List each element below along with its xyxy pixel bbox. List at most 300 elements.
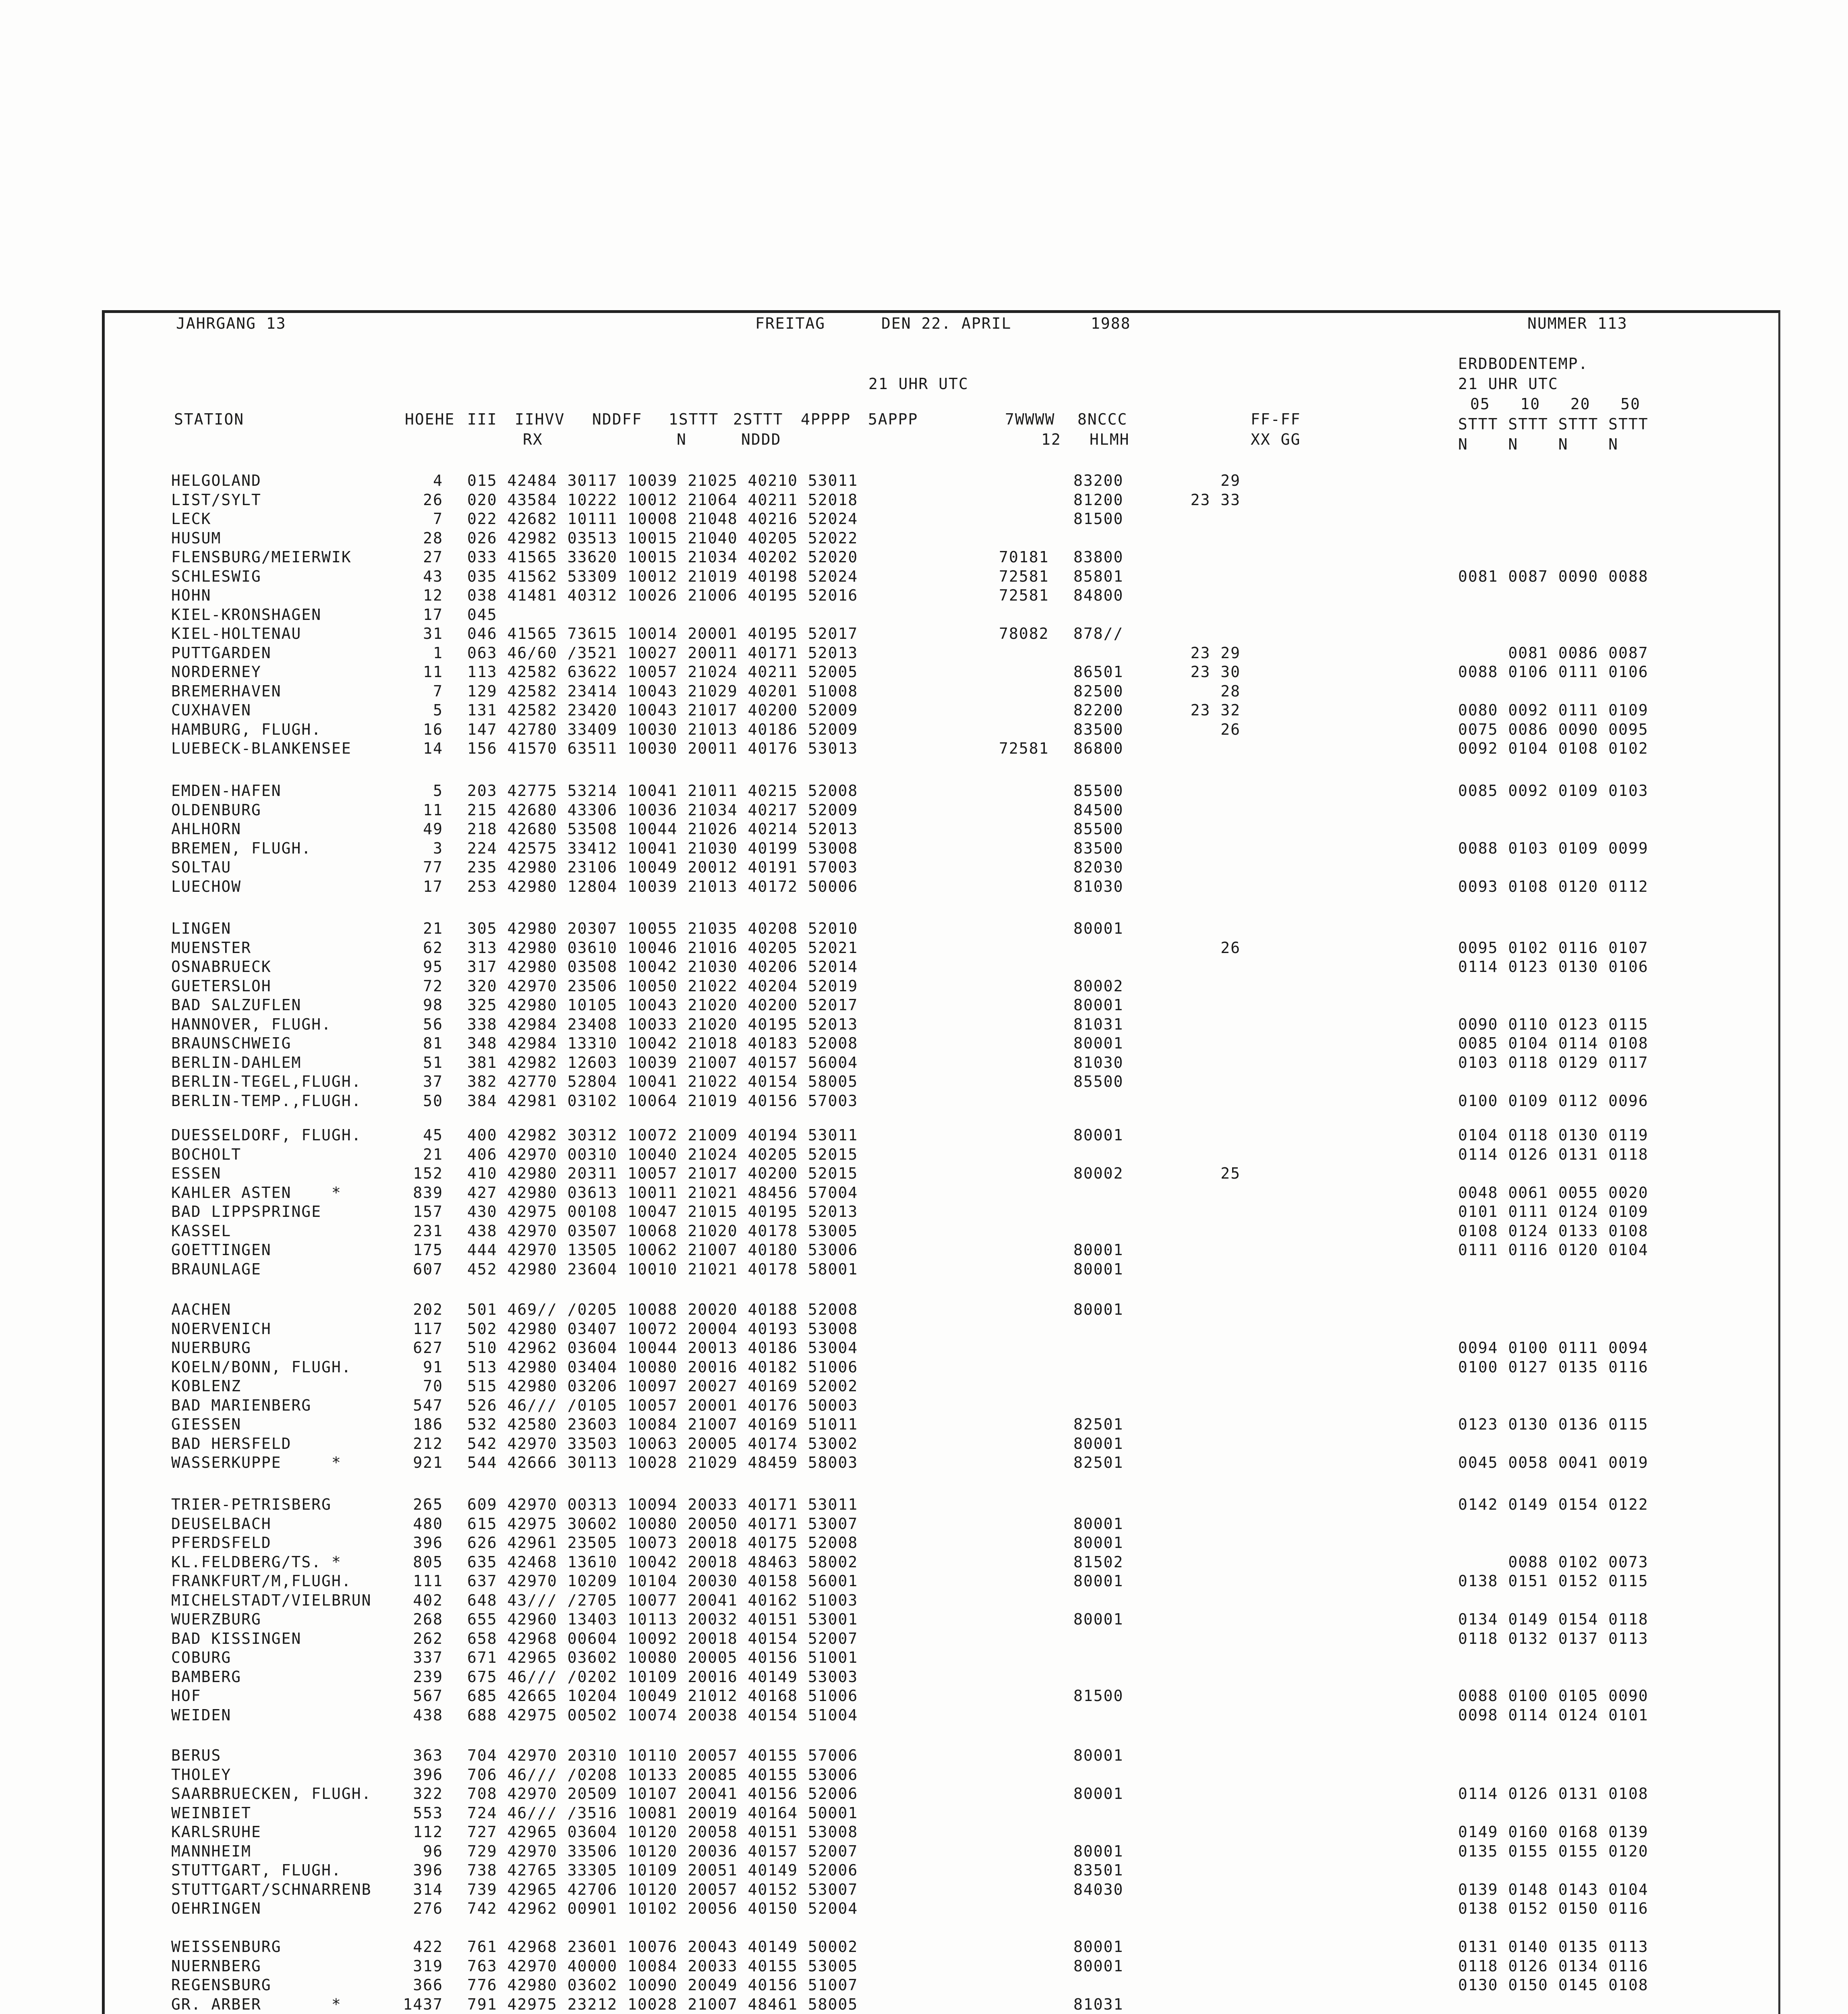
elevation: 11: [423, 801, 443, 819]
soil-temps: 0114 0123 0130 0106: [1458, 958, 1649, 976]
elevation: 202: [413, 1301, 443, 1318]
cloud-group: 82500: [1073, 682, 1124, 700]
elevation: 16: [423, 720, 443, 738]
elevation: 7: [433, 682, 443, 700]
elevation: 77: [423, 858, 443, 876]
synop-groups: 156 41570 63511 10030 20011 40176 53013: [467, 740, 858, 757]
table-row: [0, 1610, 1848, 1629]
elevation: 81: [423, 1034, 443, 1052]
station-name: HANNOVER, FLUGH.: [171, 1015, 332, 1033]
station-name: LECK: [171, 510, 211, 528]
col-8nccc: 8NCCC: [1077, 410, 1128, 428]
table-row: [0, 548, 1848, 566]
soil-temps: 0088 0103 0109 0099: [1458, 839, 1649, 857]
cloud-group: 81200: [1073, 491, 1124, 509]
table-row: [0, 701, 1848, 719]
synop-groups: 015 42484 30117 10039 21025 40210 53011: [467, 472, 858, 489]
station-name: KIEL-KRONSHAGEN: [171, 605, 322, 624]
table-row: [0, 1339, 1848, 1357]
soil-temps: 0118 0132 0137 0113: [1458, 1629, 1649, 1647]
table-row: [0, 858, 1848, 876]
elevation: 21: [423, 1145, 443, 1163]
station-name: EMDEN-HAFEN: [171, 782, 282, 800]
synop-groups: 410 42980 20311 10057 21017 40200 52015: [467, 1164, 858, 1182]
cloud-group: 86501: [1073, 663, 1124, 681]
station-name: SAARBRUECKEN, FLUGH.: [171, 1785, 372, 1803]
soil-temps: 0092 0104 0108 0102: [1458, 740, 1649, 757]
table-row: [0, 977, 1848, 995]
present-weather: 78082: [999, 625, 1049, 642]
col-2sttt-sub: NDDD: [741, 431, 781, 448]
elevation: 43: [423, 567, 443, 585]
synop-groups: 675 46/// /0202 10109 20016 40149 53003: [467, 1668, 858, 1686]
table-row: [0, 1358, 1848, 1376]
station-name: MICHELSTADT/VIELBRUN: [171, 1591, 372, 1609]
station-name: HUSUM: [171, 529, 222, 547]
soil-temps: 0118 0126 0134 0116: [1458, 1957, 1649, 1975]
cloud-group: 85801: [1073, 567, 1124, 585]
elevation: 95: [423, 958, 443, 976]
elevation: 175: [413, 1241, 443, 1259]
synop-groups: 655 42960 13403 10113 20032 40151 53001: [467, 1610, 858, 1628]
synop-groups: 215 42680 43306 10036 21034 40217 52009: [467, 801, 858, 819]
elevation: 157: [413, 1203, 443, 1220]
cloud-group: 84800: [1073, 586, 1124, 604]
observation-time: 21 UHR UTC: [868, 375, 969, 393]
elevation: 31: [423, 625, 443, 642]
synop-groups: 384 42981 03102 10064 21019 40156 57003: [467, 1092, 858, 1110]
wind-gusts: 23 29: [1190, 644, 1241, 662]
elevation: 111: [413, 1572, 443, 1590]
station-name: PUTTGARDEN: [171, 644, 271, 662]
synop-groups: 688 42975 00502 10074 20038 40154 51004: [467, 1706, 858, 1724]
synop-groups: 026 42982 03513 10015 21040 40205 52022: [467, 529, 858, 547]
synop-groups: 708 42970 20509 10107 20041 40156 52006: [467, 1785, 858, 1803]
station-name: MUENSTER: [171, 939, 252, 957]
table-row: [0, 1976, 1848, 1994]
soil-temps: 0108 0124 0133 0108: [1458, 1222, 1649, 1240]
soil-temps: 0104 0118 0130 0119: [1458, 1126, 1649, 1144]
cloud-group: 80001: [1073, 1938, 1124, 1956]
station-name: LINGEN: [171, 920, 232, 937]
elevation: 402: [413, 1591, 443, 1609]
station-name: BAMBERG: [171, 1668, 242, 1686]
col-8nccc-sub: HLMH: [1090, 431, 1130, 448]
elevation: 268: [413, 1610, 443, 1628]
synop-groups: 739 42965 42706 10120 20057 40152 53007: [467, 1880, 858, 1898]
station-name: WUERZBURG: [171, 1610, 261, 1628]
station-name: KOBLENZ: [171, 1377, 242, 1395]
col-nddff: NDDFF: [592, 410, 642, 428]
synop-groups: 501 469// /0205 10088 20020 40188 52008: [467, 1301, 858, 1318]
table-row: [0, 1183, 1848, 1202]
col-5appp: 5APPP: [868, 410, 918, 428]
table-row: [0, 529, 1848, 547]
cloud-group: 80002: [1073, 1164, 1124, 1182]
cloud-group: 80001: [1073, 1126, 1124, 1144]
cloud-group: 81030: [1073, 1053, 1124, 1071]
station-name: OEHRINGEN: [171, 1900, 261, 1917]
cloud-group: 85500: [1073, 820, 1124, 838]
soil-temps: 0090 0110 0123 0115: [1458, 1015, 1649, 1033]
cloud-group: 83500: [1073, 839, 1124, 857]
synop-groups: 729 42970 33506 10120 20036 40157 52007: [467, 1842, 858, 1860]
weekday-label: FREITAG: [755, 315, 826, 332]
soil-temps: 0139 0148 0143 0104: [1458, 1880, 1649, 1898]
soil-temps: 0114 0126 0131 0118: [1458, 1145, 1649, 1163]
date-label: DEN 22. APRIL: [881, 315, 1012, 332]
synop-groups: 502 42980 03407 10072 20004 40193 53008: [467, 1320, 858, 1338]
soil-temps: 0103 0118 0129 0117: [1458, 1053, 1649, 1071]
table-row: [0, 510, 1848, 528]
soil-temp-time: 21 UHR UTC: [1458, 375, 1558, 393]
elevation: 91: [423, 1358, 443, 1376]
station-name: BERLIN-TEMP.,FLUGH.: [171, 1092, 362, 1110]
soil-temps: 0111 0116 0120 0104: [1458, 1241, 1649, 1259]
elevation: 17: [423, 877, 443, 895]
table-row: [0, 1241, 1848, 1259]
wind-gusts: 28: [1220, 682, 1241, 700]
wind-gusts: 23 32: [1190, 701, 1241, 719]
cloud-group: 80001: [1073, 1241, 1124, 1259]
elevation: 11: [423, 663, 443, 681]
cloud-group: 80001: [1073, 1842, 1124, 1860]
cloud-group: 81500: [1073, 1687, 1124, 1705]
table-row: [0, 1746, 1848, 1765]
soil-temps: 0045 0058 0041 0019: [1458, 1454, 1649, 1471]
table-row: [0, 471, 1848, 490]
soil-temps: 0085 0092 0109 0103: [1458, 782, 1649, 800]
cloud-group: 80002: [1073, 977, 1124, 995]
synop-groups: 224 42575 33412 10041 21030 40199 53008: [467, 839, 858, 857]
table-row: [0, 720, 1848, 739]
synop-groups: 671 42965 03602 10080 20005 40156 51001: [467, 1649, 858, 1666]
elevation: 363: [413, 1747, 443, 1764]
elevation: 553: [413, 1804, 443, 1822]
table-row: [0, 1861, 1848, 1879]
synop-groups: 129 42582 23414 10043 21029 40201 51008: [467, 682, 858, 700]
synop-groups: 515 42980 03206 10097 20027 40169 52002: [467, 1377, 858, 1395]
station-name: BAD KISSINGEN: [171, 1629, 302, 1647]
elevation: 337: [413, 1649, 443, 1666]
station-name: LUEBECK-BLANKENSEE: [171, 740, 352, 757]
table-row: [0, 1377, 1848, 1395]
table-row: [0, 1648, 1848, 1667]
col-iii: III: [467, 410, 497, 428]
col-2sttt: 2STTT: [733, 410, 783, 428]
station-name: STUTTGART/SCHNARRENB: [171, 1880, 372, 1898]
col-station: STATION: [174, 410, 244, 428]
table-row: [0, 919, 1848, 938]
soil-temps: 0075 0086 0090 0095: [1458, 720, 1649, 738]
present-weather: 70181: [999, 548, 1049, 566]
station-name: BAD LIPPSPRINGE: [171, 1203, 322, 1220]
elevation: 396: [413, 1765, 443, 1784]
elevation: 567: [413, 1687, 443, 1705]
table-row: [0, 682, 1848, 700]
wind-gusts: 25: [1220, 1164, 1241, 1182]
table-row: [0, 1995, 1848, 2014]
synop-groups: 406 42970 00310 10040 21024 40205 52015: [467, 1145, 858, 1163]
elevation: 70: [423, 1377, 443, 1395]
cloud-group: 878//: [1073, 625, 1124, 642]
synop-groups: 738 42765 33305 10109 20051 40149 52006: [467, 1861, 858, 1879]
col-ff-sub: XX GG: [1251, 431, 1301, 448]
soil-temps: 0138 0152 0150 0116: [1458, 1900, 1649, 1917]
table-row: [0, 1034, 1848, 1053]
table-row: [0, 1515, 1848, 1533]
table-row: [0, 820, 1848, 838]
synop-groups: 704 42970 20310 10110 20057 40155 57006: [467, 1747, 858, 1764]
elevation: 322: [413, 1785, 443, 1803]
station-name: ESSEN: [171, 1164, 222, 1182]
station-name: WEIDEN: [171, 1706, 232, 1724]
elevation: 3: [433, 839, 443, 857]
cloud-group: 84030: [1073, 1880, 1124, 1898]
soil-depths: 05 10 20 50: [1470, 395, 1641, 413]
station-name: KASSEL: [171, 1222, 232, 1240]
table-row: [0, 624, 1848, 643]
elevation: 480: [413, 1515, 443, 1533]
cloud-group: 82030: [1073, 858, 1124, 876]
elevation: 98: [423, 996, 443, 1014]
station-name: BERLIN-TEGEL,FLUGH.: [171, 1073, 362, 1090]
elevation: 5: [433, 782, 443, 800]
synop-groups: 022 42682 10111 10008 21048 40216 52024: [467, 510, 858, 528]
synop-groups: 400 42982 30312 10072 21009 40194 53011: [467, 1126, 858, 1144]
cloud-group: 80001: [1073, 1515, 1124, 1533]
elevation: 839: [413, 1183, 443, 1202]
synop-groups: 452 42980 23604 10010 21021 40178 58001: [467, 1260, 858, 1278]
table-row: [0, 1202, 1848, 1221]
soil-temps: 0095 0102 0116 0107: [1458, 939, 1649, 957]
synop-groups: 444 42970 13505 10062 21007 40180 53006: [467, 1241, 858, 1259]
station-name: OLDENBURG: [171, 801, 261, 819]
elevation: 51: [423, 1053, 443, 1071]
elevation: 37: [423, 1073, 443, 1090]
station-name: KOELN/BONN, FLUGH.: [171, 1358, 352, 1376]
present-weather: 72581: [999, 586, 1049, 604]
station-name: NUERNBERG: [171, 1957, 261, 1975]
synop-groups: 706 46/// /0208 10133 20085 40155 53006: [467, 1765, 858, 1784]
station-name: BOCHOLT: [171, 1145, 242, 1163]
present-weather: 72581: [999, 567, 1049, 585]
synop-groups: 046 41565 73615 10014 20001 40195 52017: [467, 625, 858, 642]
cloud-group: 80001: [1073, 1957, 1124, 1975]
elevation: 112: [413, 1823, 443, 1841]
elevation: 72: [423, 977, 443, 995]
station-name: AACHEN: [171, 1301, 232, 1318]
station-name: WASSERKUPPE *: [171, 1454, 342, 1471]
cloud-group: 80001: [1073, 1534, 1124, 1552]
cloud-group: 81031: [1073, 1995, 1124, 2013]
soil-temps: 0134 0149 0154 0118: [1458, 1610, 1649, 1628]
station-name: OSNABRUECK: [171, 958, 271, 976]
station-name: COBURG: [171, 1649, 232, 1666]
synop-groups: 532 42580 23603 10084 21007 40169 51011: [467, 1415, 858, 1433]
table-row: [0, 839, 1848, 858]
elevation: 396: [413, 1861, 443, 1879]
station-name: DUESSELDORF, FLUGH.: [171, 1126, 362, 1144]
table-row: [0, 1572, 1848, 1590]
table-row: [0, 1629, 1848, 1648]
elevation: 921: [413, 1454, 443, 1471]
soil-temps: 0048 0061 0055 0020: [1458, 1183, 1649, 1202]
elevation: 366: [413, 1976, 443, 1994]
synop-groups: 648 43/// /2705 10077 20041 40162 51003: [467, 1591, 858, 1609]
col-1sttt: 1STTT: [669, 410, 719, 428]
station-name: BERUS: [171, 1747, 222, 1764]
elevation: 27: [423, 548, 443, 566]
elevation: 17: [423, 605, 443, 624]
elevation: 5: [433, 701, 443, 719]
synop-groups: 063 46/60 /3521 10027 20011 40171 52013: [467, 644, 858, 662]
table-row: [0, 644, 1848, 662]
cloud-group: 80001: [1073, 1260, 1124, 1278]
station-name: HAMBURG, FLUGH.: [171, 720, 322, 738]
table-row: [0, 1300, 1848, 1319]
station-name: CUXHAVEN: [171, 701, 252, 719]
station-name: NOERVENICH: [171, 1320, 271, 1338]
soil-temps: 0130 0150 0145 0108: [1458, 1976, 1649, 1994]
synop-groups: 305 42980 20307 10055 21035 40208 52010: [467, 920, 858, 937]
elevation: 45: [423, 1126, 443, 1144]
station-name: SCHLESWIG: [171, 567, 261, 585]
year-label: 1988: [1091, 315, 1131, 332]
cloud-group: 80001: [1073, 1785, 1124, 1803]
synop-groups: 218 42680 53508 10044 21026 40214 52013: [467, 820, 858, 838]
synop-groups: 020 43584 10222 10012 21064 40211 52018: [467, 491, 858, 509]
synop-groups: 626 42961 23505 10073 20018 40175 52008: [467, 1534, 858, 1552]
cloud-group: 81502: [1073, 1553, 1124, 1571]
table-row: [0, 1687, 1848, 1705]
table-row: [0, 1072, 1848, 1091]
station-name: BAD SALZUFLEN: [171, 996, 302, 1014]
table-row: [0, 1591, 1848, 1610]
station-name: KL.FELDBERG/TS. *: [171, 1553, 342, 1571]
soil-temps: 0094 0100 0111 0094: [1458, 1339, 1649, 1357]
station-name: BAD HERSFELD: [171, 1434, 292, 1452]
station-name: HOF: [171, 1687, 201, 1705]
elevation: 262: [413, 1629, 443, 1647]
elevation: 7: [433, 510, 443, 528]
elevation: 56: [423, 1015, 443, 1033]
col-4pppp: 4PPPP: [801, 410, 851, 428]
elevation: 12: [423, 586, 443, 604]
elevation: 117: [413, 1320, 443, 1338]
synop-groups: 513 42980 03404 10080 20016 40182 51006: [467, 1358, 858, 1376]
table-row: [0, 1320, 1848, 1338]
table-row: [0, 605, 1848, 624]
table-row: [0, 1823, 1848, 1841]
table-row: [0, 877, 1848, 896]
cloud-group: 81500: [1073, 510, 1124, 528]
elevation: 231: [413, 1222, 443, 1240]
synop-groups: 045: [467, 605, 497, 624]
table-row: [0, 739, 1848, 758]
elevation: 4: [433, 472, 443, 489]
table-row: [0, 1415, 1848, 1434]
col-iihvv-sub: RX: [523, 431, 543, 448]
cloud-group: 82501: [1073, 1454, 1124, 1471]
table-row: [0, 801, 1848, 819]
col-1sttt-sub: N: [677, 431, 687, 448]
cloud-group: 80001: [1073, 1747, 1124, 1764]
synop-groups: 761 42968 23601 10076 20043 40149 50002: [467, 1938, 858, 1956]
table-row: [0, 1880, 1848, 1899]
soil-temps: 0131 0140 0135 0113: [1458, 1938, 1649, 1956]
synop-groups: 724 46/// /3516 10081 20019 40164 50001: [467, 1804, 858, 1822]
cloud-group: 80001: [1073, 996, 1124, 1014]
synop-groups: 637 42970 10209 10104 20030 40158 56001: [467, 1572, 858, 1590]
table-row: [0, 1765, 1848, 1784]
soil-temps: 0088 0106 0111 0106: [1458, 663, 1649, 681]
station-name: WEINBIET: [171, 1804, 252, 1822]
table-row: [0, 1092, 1848, 1110]
elevation: 28: [423, 529, 443, 547]
table-row: [0, 1434, 1848, 1453]
table-row: [0, 996, 1848, 1014]
table-row: [0, 1495, 1848, 1514]
station-name: PFERDSFELD: [171, 1534, 271, 1552]
elevation: 1437: [403, 1995, 443, 2013]
table-row: [0, 491, 1848, 509]
table-row: [0, 1126, 1848, 1144]
cloud-group: 86800: [1073, 740, 1124, 757]
elevation: 276: [413, 1900, 443, 1917]
synop-groups: 544 42666 30113 10028 21029 48459 58003: [467, 1454, 858, 1471]
table-row: [0, 1533, 1848, 1552]
synop-groups: 542 42970 33503 10063 20005 40174 53002: [467, 1434, 858, 1452]
station-name: MANNHEIM: [171, 1842, 252, 1860]
table-row: [0, 1260, 1848, 1278]
soil-temps: 0098 0114 0124 0101: [1458, 1706, 1649, 1724]
col-7wwww: 7WWWW: [1005, 410, 1055, 428]
station-name: GIESSEN: [171, 1415, 242, 1433]
synop-groups: 038 41481 40312 10026 21006 40195 52016: [467, 586, 858, 604]
elevation: 26: [423, 491, 443, 509]
station-name: REGENSBURG: [171, 1976, 271, 1994]
synop-groups: 430 42975 00108 10047 21015 40195 52013: [467, 1203, 858, 1220]
station-name: DEUSELBACH: [171, 1515, 271, 1533]
table-row: [0, 1668, 1848, 1686]
elevation: 49: [423, 820, 443, 838]
soil-temps: 0138 0151 0152 0115: [1458, 1572, 1649, 1590]
station-name: KAHLER ASTEN *: [171, 1183, 342, 1202]
cloud-group: 83800: [1073, 548, 1124, 566]
synop-groups: 147 42780 33409 10030 21013 40186 52009: [467, 720, 858, 738]
synop-groups: 791 42975 23212 10028 21007 48461 58005: [467, 1995, 858, 2013]
elevation: 438: [413, 1706, 443, 1724]
station-name: NORDERNEY: [171, 663, 261, 681]
soil-temps: 0081 0086 0087: [1458, 644, 1649, 662]
station-name: BERLIN-DAHLEM: [171, 1053, 302, 1071]
soil-temp-title: ERDBODENTEMP.: [1458, 355, 1589, 373]
elevation: 186: [413, 1415, 443, 1433]
soil-temps: 0088 0100 0105 0090: [1458, 1687, 1649, 1705]
elevation: 607: [413, 1260, 443, 1278]
soil-sttt-header: STTT STTT STTT STTT: [1458, 415, 1649, 433]
volume-label: JAHRGANG 13: [176, 315, 286, 332]
soil-temps: 0114 0126 0131 0108: [1458, 1785, 1649, 1803]
cloud-group: 82200: [1073, 701, 1124, 719]
synop-groups: 317 42980 03508 10042 21030 40206 52014: [467, 958, 858, 976]
station-name: GOETTINGEN: [171, 1241, 271, 1259]
station-name: FRANKFURT/M,FLUGH.: [171, 1572, 352, 1590]
cloud-group: 81030: [1073, 877, 1124, 895]
table-row: [0, 1396, 1848, 1415]
synop-groups: 338 42984 23408 10033 21020 40195 52013: [467, 1015, 858, 1033]
